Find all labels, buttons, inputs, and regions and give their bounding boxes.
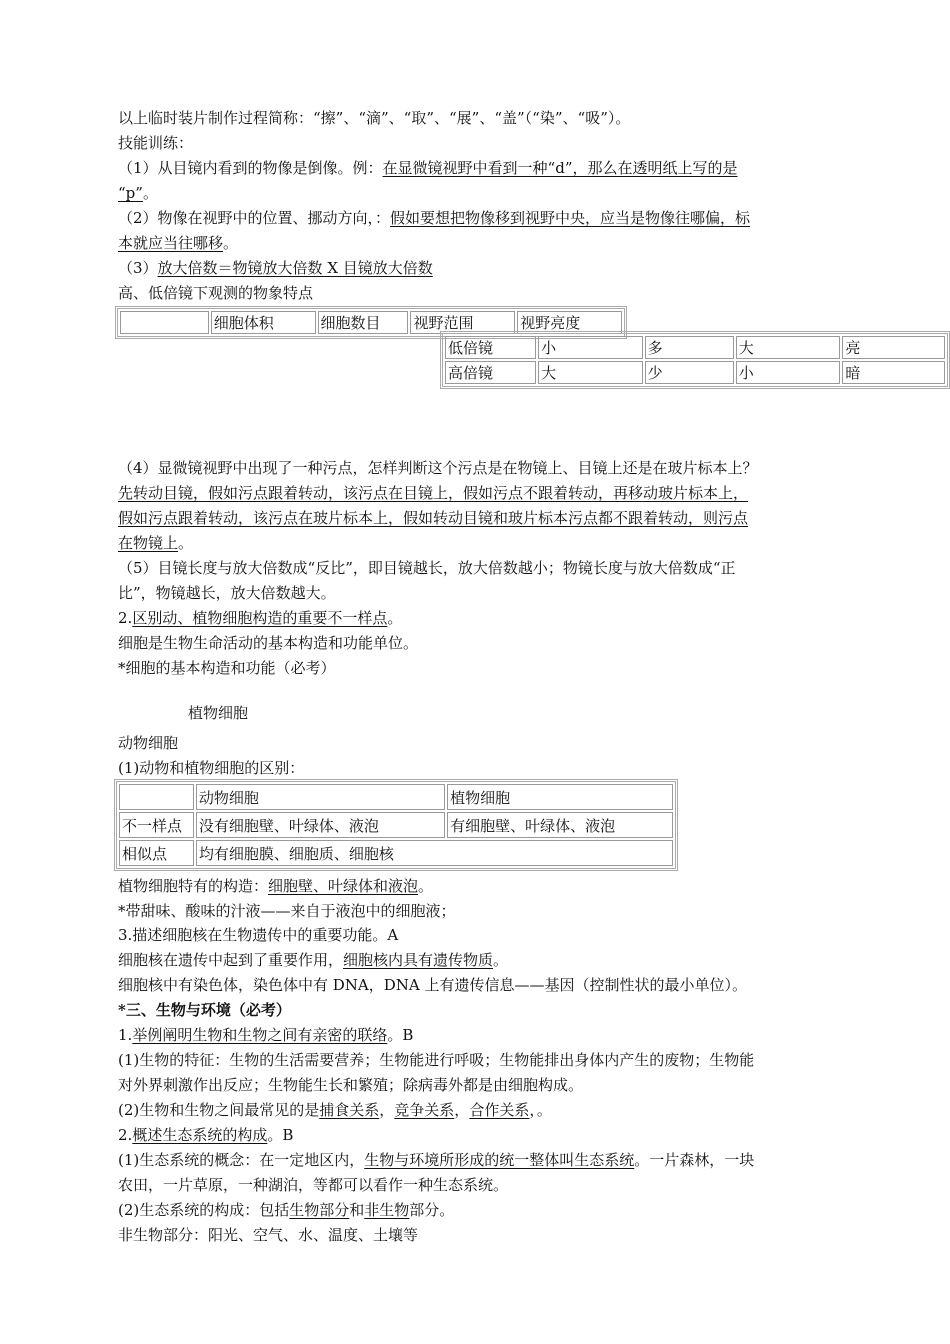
text-segment: 2. bbox=[118, 609, 133, 627]
text-line bbox=[118, 874, 838, 898]
label-animal-cell: 动物细胞 bbox=[118, 734, 179, 752]
text-line: (1)生物的特征：生物的生活需要营养；生物能进行呼吸；生物能排出身体内产生的废物；生物能 bbox=[118, 1051, 755, 1069]
text-segment: 。一片森林，一块 bbox=[634, 1151, 755, 1169]
text-line: 细胞是生物生命活动的基本构造和功能单位。 bbox=[118, 634, 419, 652]
text-segment: ， bbox=[379, 1101, 395, 1119]
text-segment: 部分。 bbox=[409, 1201, 455, 1219]
underlined-text: 细胞核内具有遗传物质 bbox=[343, 951, 494, 969]
table-cell: 多 bbox=[645, 336, 734, 359]
table-row bbox=[119, 812, 673, 838]
underlined-text: 概述生态系统的构成 bbox=[132, 1126, 268, 1144]
table-cell: 有细胞壁、叶绿体、液泡 bbox=[447, 812, 673, 838]
text-segment: 。B bbox=[387, 1026, 414, 1044]
table-cell: 高倍镜 bbox=[445, 361, 536, 384]
table-cell: 不一样点 bbox=[119, 812, 194, 838]
text-segment: 植物细胞特有的构造： bbox=[118, 877, 269, 895]
chapter-title: *三、生物与环境（必考） bbox=[118, 1001, 291, 1019]
text-segment: 。 bbox=[223, 234, 239, 252]
table-row bbox=[445, 361, 945, 384]
underlined-text: 非生物 bbox=[364, 1201, 410, 1219]
text-segment: （3） bbox=[118, 259, 158, 277]
text-segment: 。 bbox=[493, 951, 509, 969]
section-heading bbox=[118, 1023, 838, 1047]
table-cell: 动物细胞 bbox=[196, 784, 445, 810]
table-cell: 少 bbox=[645, 361, 734, 384]
text-line bbox=[118, 156, 838, 180]
underlined-text: 在物镜上 bbox=[118, 534, 179, 552]
underlined-text: 先转动目镜，假如污点跟着转动，该污点在目镜上，假如污点不跟着转动，再移动玻片标本上， bbox=[118, 484, 749, 502]
text-segment: (1)生态系统的概念：在一定地区内， bbox=[118, 1151, 365, 1169]
text-segment: 。B bbox=[267, 1126, 294, 1144]
table-cell: 植物细胞 bbox=[447, 784, 673, 810]
text-segment: 。 bbox=[142, 184, 158, 202]
text-line: 非生物部分：阳光、空气、水、温度、土壤等 bbox=[118, 1226, 419, 1244]
text-line bbox=[118, 1198, 838, 1222]
text-line: 农田，一片草原，一种湖泊，等都可以看作一种生态系统。 bbox=[118, 1176, 509, 1194]
table-cell: 大 bbox=[538, 361, 643, 384]
text-line: （5）目镜长度与放大倍数成“反比”，即目镜越长，放大倍数越小；物镜长度与放大倍数成“正 bbox=[118, 559, 736, 577]
text-line bbox=[118, 231, 838, 255]
text-segment: 细胞核在遗传中起到了重要作用， bbox=[118, 951, 344, 969]
table-row bbox=[119, 784, 673, 810]
text-line: 对外界刺激作出反应；生物能生长和繁殖；除病毒外都是由细胞构成。 bbox=[118, 1076, 584, 1094]
text-line bbox=[118, 1148, 838, 1172]
table-row bbox=[445, 336, 945, 359]
text-segment: 。 bbox=[387, 609, 403, 627]
underlined-text: 假如要想把物像移到视野中央，应当是物像往哪偏，标 bbox=[390, 209, 751, 227]
magnification-table-body bbox=[440, 331, 950, 389]
text-line: *细胞的基本构造和功能（必考） bbox=[118, 659, 336, 677]
section-heading bbox=[118, 606, 838, 630]
underlined-text: 竞争关系 bbox=[394, 1101, 455, 1119]
text-line: *带甜味、酸味的汁液——来自于液泡中的细胞液； bbox=[118, 902, 456, 920]
text-line: 技能训练： bbox=[118, 134, 194, 152]
table-cell: 大 bbox=[736, 336, 841, 359]
text-segment: 。 bbox=[418, 877, 434, 895]
text-segment: (2)生物和生物之间最常见的是 bbox=[118, 1101, 320, 1119]
table-cell bbox=[119, 784, 194, 810]
text-line: 细胞核中有染色体，染色体中有 DNA，DNA 上有遗传信息——基因（控制性状的最小单位）。 bbox=[118, 976, 748, 994]
text-segment: 。 bbox=[178, 534, 194, 552]
section-heading: 3.描述细胞核在生物遗传中的重要功能。A bbox=[118, 926, 399, 944]
text-segment: (2)生态系统的构成：包括 bbox=[118, 1201, 290, 1219]
underlined-text: “p” bbox=[118, 184, 143, 202]
section-heading bbox=[118, 1123, 838, 1147]
text-line: 高、低倍镜下观测的物象特点 bbox=[118, 284, 314, 302]
table-row bbox=[119, 840, 673, 866]
underlined-text: 细胞壁、叶绿体和液泡 bbox=[268, 877, 419, 895]
text-line: （4）显微镜视野中出现了一种污点，怎样判断这个污点是在物镜上、目镜上还是在玻片标本上？ bbox=[118, 459, 758, 477]
underlined-text: 生物与环境所形成的统一整体叫生态系统 bbox=[364, 1151, 635, 1169]
table-cell: 没有细胞壁、叶绿体、液泡 bbox=[196, 812, 445, 838]
text-line: 比”，物镜越长，放大倍数越大。 bbox=[118, 584, 336, 602]
text-line: 以上临时装片制作过程简称：“擦”、“滴”、“取”、“展”、“盖”（“染”、“吸”）。 bbox=[118, 109, 631, 127]
underlined-text: 捕食关系 bbox=[319, 1101, 380, 1119]
text-segment: 2. bbox=[118, 1126, 133, 1144]
text-line bbox=[118, 1098, 838, 1122]
underlined-text: 本就应当往哪移 bbox=[118, 234, 224, 252]
text-line bbox=[118, 181, 838, 205]
text-segment: 1. bbox=[118, 1026, 133, 1044]
text-segment: 和 bbox=[349, 1201, 365, 1219]
text-line: (1)动物和植物细胞的区别： bbox=[118, 759, 305, 777]
table-cell: 相似点 bbox=[119, 840, 194, 866]
underlined-text: 合作关系 bbox=[469, 1101, 530, 1119]
underlined-text: 假如污点跟着转动，该污点在玻片标本上，假如转动目镜和玻片标本污点都不跟着转动，则污点 bbox=[118, 509, 749, 527]
underlined-text: 放大倍数＝物镜放大倍数 X 目镜放大倍数 bbox=[157, 259, 433, 277]
underlined-text: 生物部分 bbox=[289, 1201, 350, 1219]
table-cell: 低倍镜 bbox=[445, 336, 536, 359]
table-cell: 亮 bbox=[842, 336, 945, 359]
table-cell: 均有细胞膜、细胞质、细胞核 bbox=[196, 840, 673, 866]
table-cell: 小 bbox=[538, 336, 643, 359]
underlined-text: 举例阐明生物和生物之间有亲密的联络 bbox=[132, 1026, 388, 1044]
table-cell: 视野亮度 bbox=[517, 311, 622, 334]
label-plant-cell: 植物细胞 bbox=[188, 704, 249, 722]
text-line bbox=[118, 948, 838, 972]
table-cell: 细胞数目 bbox=[318, 311, 409, 334]
table-cell: 细胞体积 bbox=[211, 311, 316, 334]
text-segment: ，。 bbox=[529, 1101, 552, 1119]
cell-comparison-table bbox=[114, 779, 678, 871]
table-cell: 小 bbox=[736, 361, 841, 384]
text-line bbox=[118, 206, 838, 230]
table-cell: 视野范围 bbox=[410, 311, 515, 334]
underlined-text: 在显微镜视野中看到一种“d”，那么在透明纸上写的是 bbox=[382, 159, 738, 177]
text-segment: （1）从目镜内看到的物像是倒像。例： bbox=[118, 159, 383, 177]
text-line bbox=[118, 531, 838, 555]
underlined-text: 区别动、植物细胞构造的重要不一样点 bbox=[132, 609, 388, 627]
table-cell: 暗 bbox=[842, 361, 945, 384]
text-line bbox=[118, 506, 838, 530]
text-segment: （2）物像在视野中的位置、挪动方向，： bbox=[118, 209, 391, 227]
text-line bbox=[118, 256, 838, 280]
table-cell bbox=[120, 311, 209, 334]
text-segment: ， bbox=[454, 1101, 470, 1119]
text-line bbox=[118, 481, 838, 505]
